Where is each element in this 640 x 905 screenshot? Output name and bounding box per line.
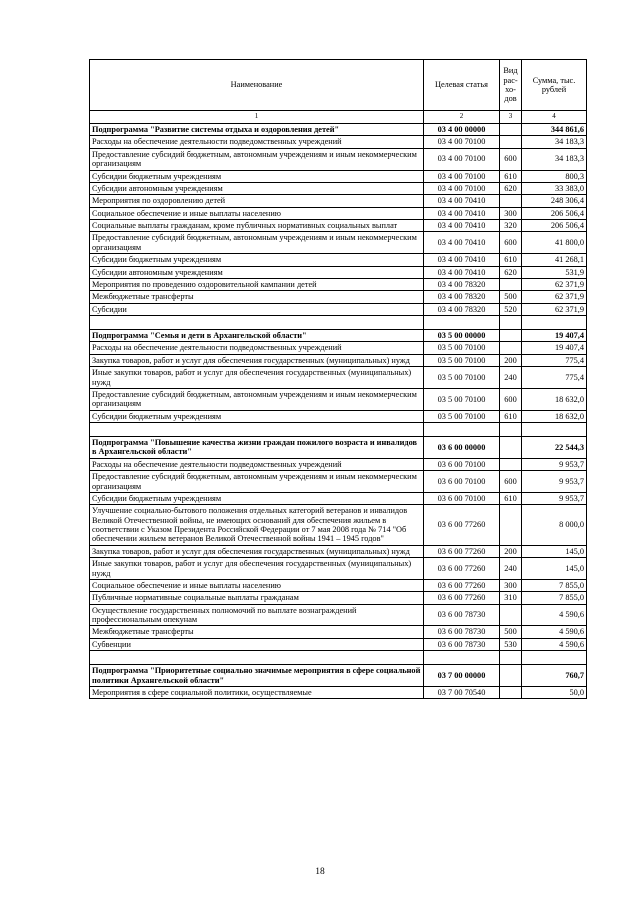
amount: 206 506,4 bbox=[522, 220, 587, 232]
table-row bbox=[90, 492, 587, 504]
table-row bbox=[90, 220, 587, 232]
table-row bbox=[90, 303, 587, 315]
expense-kind: 610 bbox=[500, 492, 522, 504]
target-code: 03 6 00 77260 bbox=[424, 505, 500, 546]
expense-kind: 600 bbox=[500, 148, 522, 170]
item-name: Мероприятия по оздоровлению детей bbox=[90, 195, 424, 207]
item-name: Иные закупки товаров, работ и услуг для обеспечения государственных (муниципальных) нужд bbox=[90, 367, 424, 389]
amount: 19 407,4 bbox=[522, 342, 587, 354]
table-row bbox=[90, 170, 587, 182]
item-name: Осуществление государственных полномочий по выплате вознаграждений профессиональным опекунам bbox=[90, 604, 424, 626]
amount: 19 407,4 bbox=[522, 330, 587, 342]
table-row bbox=[90, 626, 587, 638]
target-code: 03 4 00 70410 bbox=[424, 207, 500, 219]
amount: 760,7 bbox=[522, 665, 587, 687]
table-row bbox=[90, 278, 587, 290]
amount: 62 371,9 bbox=[522, 303, 587, 315]
amount: 33 383,0 bbox=[522, 182, 587, 194]
amount: 22 544,3 bbox=[522, 437, 587, 459]
amount: 8 000,0 bbox=[522, 505, 587, 546]
item-name: Публичные нормативные социальные выплаты гражданам bbox=[90, 592, 424, 604]
target-code: 03 4 00 78320 bbox=[424, 278, 500, 290]
empty-cell bbox=[522, 651, 587, 665]
empty-cell bbox=[424, 651, 500, 665]
amount: 800,3 bbox=[522, 170, 587, 182]
target-code: 03 5 00 70100 bbox=[424, 410, 500, 422]
table-row bbox=[90, 354, 587, 366]
expense-kind bbox=[500, 330, 522, 342]
item-name: Мероприятия по проведению оздоровительной кампании детей bbox=[90, 278, 424, 290]
expense-kind: 610 bbox=[500, 170, 522, 182]
amount: 775,4 bbox=[522, 354, 587, 366]
amount: 145,0 bbox=[522, 558, 587, 580]
amount: 775,4 bbox=[522, 367, 587, 389]
target-code: 03 4 00 78320 bbox=[424, 291, 500, 303]
target-code: 03 5 00 70100 bbox=[424, 388, 500, 410]
item-name: Социальные выплаты гражданам, кроме публичных нормативных социальных выплат bbox=[90, 220, 424, 232]
empty-cell bbox=[90, 423, 424, 437]
amount: 41 800,0 bbox=[522, 232, 587, 254]
table-row bbox=[90, 471, 587, 493]
target-code: 03 6 00 77260 bbox=[424, 558, 500, 580]
expense-kind: 200 bbox=[500, 354, 522, 366]
table-row bbox=[90, 458, 587, 470]
expense-kind: 320 bbox=[500, 220, 522, 232]
expense-kind bbox=[500, 342, 522, 354]
amount: 9 953,7 bbox=[522, 471, 587, 493]
target-code: 03 6 00 77260 bbox=[424, 592, 500, 604]
table-row bbox=[90, 148, 587, 170]
table-row bbox=[90, 410, 587, 422]
item-name: Социальное обеспечение и иные выплаты населению bbox=[90, 207, 424, 219]
expense-kind: 620 bbox=[500, 182, 522, 194]
subprogram-row bbox=[90, 124, 587, 136]
expense-kind bbox=[500, 124, 522, 136]
target-code: 03 4 00 00000 bbox=[424, 124, 500, 136]
item-name: Предоставление субсидий бюджетным, автономным учреждениям и иным некоммерческим организациям bbox=[90, 232, 424, 254]
item-name: Предоставление субсидий бюджетным, автономным учреждениям и иным некоммерческим организациям bbox=[90, 388, 424, 410]
column-number: 4 bbox=[522, 111, 587, 124]
expense-kind bbox=[500, 437, 522, 459]
amount: 18 632,0 bbox=[522, 410, 587, 422]
subprogram-row bbox=[90, 665, 587, 687]
amount: 62 371,9 bbox=[522, 278, 587, 290]
empty-cell bbox=[424, 316, 500, 330]
target-code: 03 4 00 70410 bbox=[424, 195, 500, 207]
budget-table bbox=[89, 59, 587, 699]
item-name: Расходы на обеспечение деятельности подведомственных учреждений bbox=[90, 136, 424, 148]
expense-kind bbox=[500, 195, 522, 207]
amount: 4 590,6 bbox=[522, 638, 587, 650]
amount: 41 268,1 bbox=[522, 254, 587, 266]
expense-kind: 600 bbox=[500, 388, 522, 410]
amount: 62 371,9 bbox=[522, 291, 587, 303]
item-name: Субсидии бюджетным учреждениям bbox=[90, 492, 424, 504]
header-sum: Сумма, тыс. рублей bbox=[522, 60, 587, 111]
item-name: Подпрограмма "Семья и дети в Архангельской области" bbox=[90, 330, 424, 342]
empty-cell bbox=[500, 651, 522, 665]
expense-kind bbox=[500, 665, 522, 687]
amount: 248 306,4 bbox=[522, 195, 587, 207]
column-number-row bbox=[90, 111, 587, 124]
item-name: Предоставление субсидий бюджетным, автономным учреждениям и иным некоммерческим организациям bbox=[90, 471, 424, 493]
expense-kind: 300 bbox=[500, 207, 522, 219]
amount: 4 590,6 bbox=[522, 626, 587, 638]
target-code: 03 4 00 70410 bbox=[424, 232, 500, 254]
item-name: Расходы на обеспечение деятельности подведомственных учреждений bbox=[90, 342, 424, 354]
target-code: 03 4 00 78320 bbox=[424, 303, 500, 315]
item-name: Субсидии бюджетным учреждениям bbox=[90, 254, 424, 266]
expense-kind bbox=[500, 278, 522, 290]
target-code: 03 5 00 70100 bbox=[424, 367, 500, 389]
amount: 4 590,6 bbox=[522, 604, 587, 626]
target-code: 03 4 00 70410 bbox=[424, 254, 500, 266]
item-name: Иные закупки товаров, работ и услуг для обеспечения государственных (муниципальных) нужд bbox=[90, 558, 424, 580]
expense-kind: 610 bbox=[500, 410, 522, 422]
page-number: 18 bbox=[315, 867, 325, 877]
table-row bbox=[90, 266, 587, 278]
target-code: 03 6 00 78730 bbox=[424, 604, 500, 626]
target-code: 03 6 00 70100 bbox=[424, 492, 500, 504]
item-name: Субсидии автономным учреждениям bbox=[90, 182, 424, 194]
table-body bbox=[90, 60, 587, 699]
item-name: Межбюджетные трансферты bbox=[90, 291, 424, 303]
item-name: Субсидии бюджетным учреждениям bbox=[90, 170, 424, 182]
target-code: 03 6 00 70100 bbox=[424, 458, 500, 470]
amount: 9 953,7 bbox=[522, 458, 587, 470]
target-code: 03 5 00 70100 bbox=[424, 342, 500, 354]
expense-kind: 620 bbox=[500, 266, 522, 278]
table-row bbox=[90, 232, 587, 254]
spacer-row bbox=[90, 423, 587, 437]
target-code: 03 5 00 00000 bbox=[424, 330, 500, 342]
spacer-row bbox=[90, 316, 587, 330]
item-name: Субвенции bbox=[90, 638, 424, 650]
amount: 7 855,0 bbox=[522, 592, 587, 604]
target-code: 03 7 00 70540 bbox=[424, 686, 500, 698]
item-name: Межбюджетные трансферты bbox=[90, 626, 424, 638]
table-row bbox=[90, 182, 587, 194]
expense-kind: 520 bbox=[500, 303, 522, 315]
amount: 18 632,0 bbox=[522, 388, 587, 410]
empty-cell bbox=[424, 423, 500, 437]
expense-kind: 300 bbox=[500, 579, 522, 591]
item-name: Расходы на обеспечение деятельности подведомственных учреждений bbox=[90, 458, 424, 470]
expense-kind bbox=[500, 136, 522, 148]
item-name: Подпрограмма "Приоритетные социально значимые мероприятия в сфере социальной политики Архангельской области" bbox=[90, 665, 424, 687]
item-name: Улучшение социально-бытового положения отдельных категорий ветеранов и инвалидов Великой Отечественной войны, не имеющих оснований для обеспечения жильем в соответствии с Указом Президента Российской Федерации от 7 мая 2008 года № 714 "Об обеспечении жильем ветеранов Великой Отечественной войны 1941 – 1945 годов" bbox=[90, 505, 424, 546]
expense-kind: 600 bbox=[500, 232, 522, 254]
expense-kind: 240 bbox=[500, 367, 522, 389]
expense-kind bbox=[500, 604, 522, 626]
table-row bbox=[90, 558, 587, 580]
table-row bbox=[90, 342, 587, 354]
table-row bbox=[90, 545, 587, 557]
target-code: 03 4 00 70410 bbox=[424, 220, 500, 232]
expense-kind bbox=[500, 458, 522, 470]
expense-kind: 600 bbox=[500, 471, 522, 493]
item-name: Субсидии бюджетным учреждениям bbox=[90, 410, 424, 422]
target-code: 03 5 00 70100 bbox=[424, 354, 500, 366]
subprogram-row bbox=[90, 437, 587, 459]
expense-kind: 610 bbox=[500, 254, 522, 266]
target-code: 03 4 00 70100 bbox=[424, 170, 500, 182]
empty-cell bbox=[522, 316, 587, 330]
amount: 531,9 bbox=[522, 266, 587, 278]
table-row bbox=[90, 367, 587, 389]
item-name: Закупка товаров, работ и услуг для обеспечения государственных (муниципальных) нужд bbox=[90, 354, 424, 366]
item-name: Подпрограмма "Повышение качества жизни граждан пожилого возраста и инвалидов в Архангельской области" bbox=[90, 437, 424, 459]
target-code: 03 6 00 77260 bbox=[424, 579, 500, 591]
table-row bbox=[90, 604, 587, 626]
header-row bbox=[90, 60, 587, 111]
empty-cell bbox=[90, 651, 424, 665]
table-row bbox=[90, 388, 587, 410]
item-name: Социальное обеспечение и иные выплаты населению bbox=[90, 579, 424, 591]
empty-cell bbox=[500, 423, 522, 437]
target-code: 03 6 00 70100 bbox=[424, 471, 500, 493]
item-name: Закупка товаров, работ и услуг для обеспечения государственных (муниципальных) нужд bbox=[90, 545, 424, 557]
expense-kind: 530 bbox=[500, 638, 522, 650]
expense-kind: 310 bbox=[500, 592, 522, 604]
table-row bbox=[90, 592, 587, 604]
expense-kind bbox=[500, 505, 522, 546]
column-number: 2 bbox=[424, 111, 500, 124]
table-row bbox=[90, 195, 587, 207]
empty-cell bbox=[500, 316, 522, 330]
column-number: 1 bbox=[90, 111, 424, 124]
header-target: Целевая статья bbox=[424, 60, 500, 111]
header-kind: Вид рас-хо-дов bbox=[500, 60, 522, 111]
target-code: 03 6 00 00000 bbox=[424, 437, 500, 459]
amount: 7 855,0 bbox=[522, 579, 587, 591]
expense-kind: 500 bbox=[500, 626, 522, 638]
expense-kind: 500 bbox=[500, 291, 522, 303]
target-code: 03 6 00 78730 bbox=[424, 638, 500, 650]
table-row bbox=[90, 579, 587, 591]
target-code: 03 7 00 00000 bbox=[424, 665, 500, 687]
amount: 344 861,6 bbox=[522, 124, 587, 136]
table-row bbox=[90, 638, 587, 650]
subprogram-row bbox=[90, 330, 587, 342]
expense-kind: 200 bbox=[500, 545, 522, 557]
target-code: 03 4 00 70410 bbox=[424, 266, 500, 278]
target-code: 03 4 00 70100 bbox=[424, 136, 500, 148]
table-row bbox=[90, 291, 587, 303]
item-name: Подпрограмма "Развитие системы отдыха и оздоровления детей" bbox=[90, 124, 424, 136]
amount: 50,0 bbox=[522, 686, 587, 698]
target-code: 03 6 00 78730 bbox=[424, 626, 500, 638]
amount: 34 183,3 bbox=[522, 148, 587, 170]
table-row bbox=[90, 254, 587, 266]
item-name: Субсидии автономным учреждениям bbox=[90, 266, 424, 278]
table-row bbox=[90, 686, 587, 698]
spacer-row bbox=[90, 651, 587, 665]
amount: 206 506,4 bbox=[522, 207, 587, 219]
table-row bbox=[90, 207, 587, 219]
column-number: 3 bbox=[500, 111, 522, 124]
amount: 145,0 bbox=[522, 545, 587, 557]
target-code: 03 6 00 77260 bbox=[424, 545, 500, 557]
target-code: 03 4 00 70100 bbox=[424, 148, 500, 170]
expense-kind bbox=[500, 686, 522, 698]
amount: 9 953,7 bbox=[522, 492, 587, 504]
empty-cell bbox=[90, 316, 424, 330]
amount: 34 183,3 bbox=[522, 136, 587, 148]
item-name: Субсидии bbox=[90, 303, 424, 315]
header-name: Наименование bbox=[90, 60, 424, 111]
empty-cell bbox=[522, 423, 587, 437]
item-name: Предоставление субсидий бюджетным, автономным учреждениям и иным некоммерческим организациям bbox=[90, 148, 424, 170]
expense-kind: 240 bbox=[500, 558, 522, 580]
target-code: 03 4 00 70100 bbox=[424, 182, 500, 194]
item-name: Мероприятия в сфере социальной политики, осуществляемые bbox=[90, 686, 424, 698]
table-row bbox=[90, 136, 587, 148]
table-row bbox=[90, 505, 587, 546]
